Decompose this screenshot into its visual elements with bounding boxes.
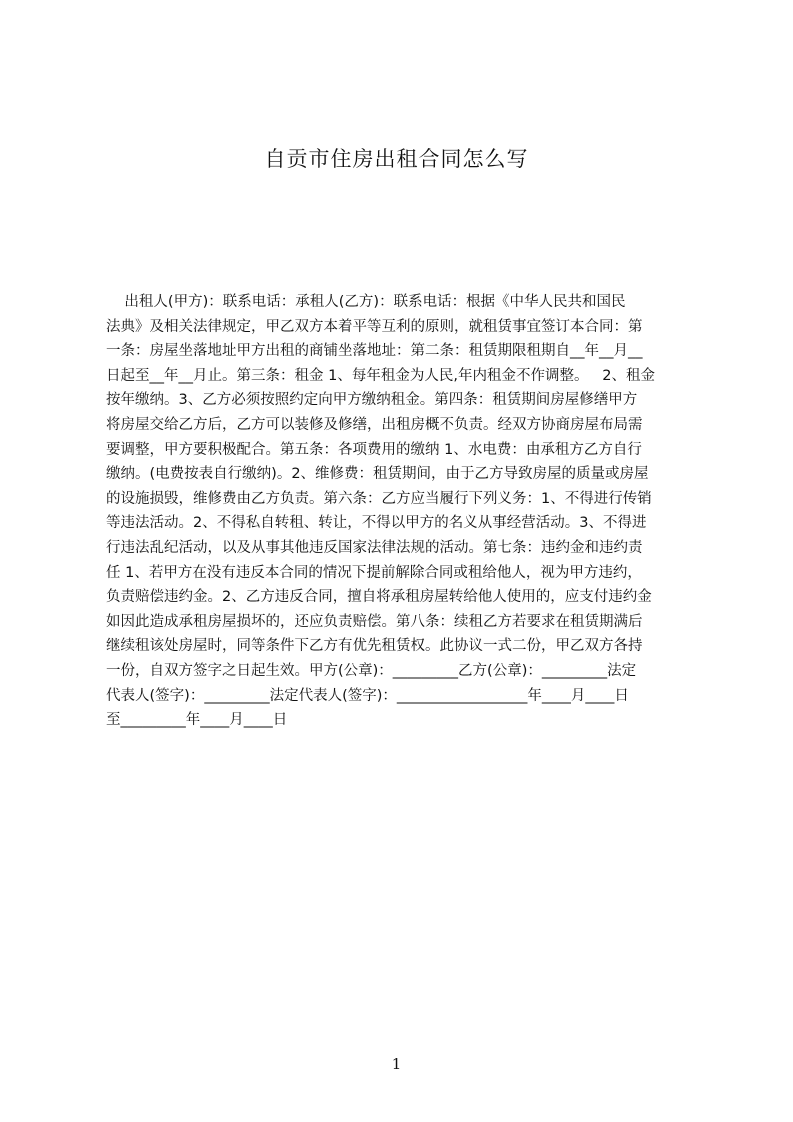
contract-body: [106, 290, 698, 733]
body-line: 出租人(甲方)：联系电话：承租人(乙方)：联系电话：根据《中华人民共和国民: [106, 294, 626, 310]
body-line: 法典》及相关法律规定，甲乙双方本着平等互利的原则，就租赁事宜签订本合同：第: [106, 318, 643, 335]
body-line: 一份，自双方签字之日起生效。甲方(公章)：_________乙方(公章)：_________法定: [106, 662, 637, 679]
body-line: 缴纳。(电费按表自行缴纳)。2、维修费：租赁期间，由于乙方导致房屋的质量或房屋: [106, 466, 649, 483]
body-line: 等违法活动。2、不得私自转租、转让，不得以甲方的名义从事经营活动。3、不得进: [106, 515, 647, 532]
body-line: 继续租该处房屋时，同等条件下乙方有优先租赁权。此协议一式二份，甲乙双方各持: [106, 638, 643, 655]
body-line: 要调整，甲方要积极配合。第五条：各项费用的缴纳 1、水电费：由承租方乙方自行: [106, 441, 642, 458]
body-line: 日起至__年__月止。第三条：租金 1、每年租金为人民,年内租金不作调整。 2、租金: [106, 367, 655, 384]
body-line: 按年缴纳。3、乙方必须按照约定向甲方缴纳租金。第四条：租赁期间房屋修缮甲方: [106, 392, 638, 409]
body-line: 将房屋交给乙方后，乙方可以装修及修缮，出租房概不负责。经双方协商房屋布局需: [106, 416, 643, 433]
body-line: 行违法乱纪活动，以及从事其他违反国家法律法规的活动。第七条：违约金和违约责: [106, 539, 643, 556]
body-line: 的设施损毁，维修费由乙方负责。第六条：乙方应当履行下列义务：1、不得进行传销: [106, 490, 652, 507]
body-line: 如因此造成承租房屋损坏的，还应负责赔偿。第八条：续租乙方若要求在租赁期满后: [106, 613, 643, 630]
page-number: 1: [391, 1055, 402, 1073]
body-line: 至_________年____月____日: [106, 712, 288, 729]
document-title: 自贡市住房出租合同怎么写: [264, 147, 529, 171]
body-line: 负责赔偿违约金。2、乙方违反合同，擅自将承租房屋转给他人使用的，应支付违约金: [106, 589, 652, 606]
body-line: 一条：房屋坐落地址甲方出租的商铺坐落地址：第二条：租赁期限租期自__年__月__: [106, 343, 643, 360]
body-line: 任 1、若甲方在没有违反本合同的情况下提前解除合同或租给他人，视为甲方违约，: [106, 564, 642, 581]
body-line: 代表人(签字)：_________法定代表人(签字)：__________________年____月____日: [106, 687, 629, 704]
